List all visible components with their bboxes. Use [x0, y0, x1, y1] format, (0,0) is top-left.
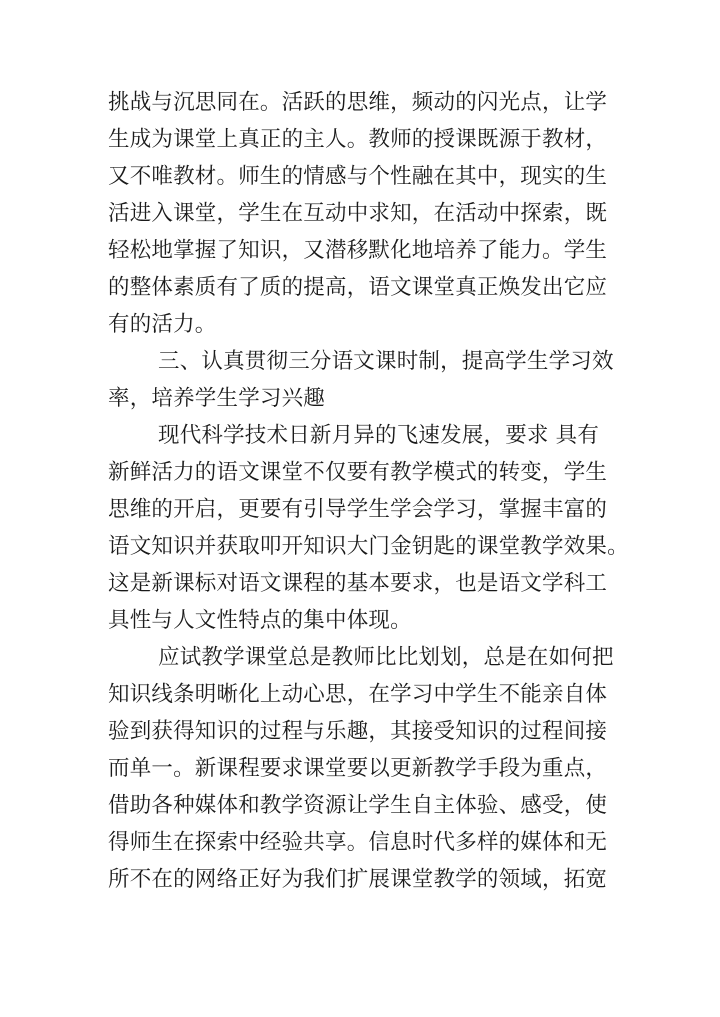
- paragraph-line: 又不唯教材。师生的情感与个性融在其中，现实的生: [108, 164, 608, 189]
- section-heading: 三、认真贯彻三分语文课时制，提高学生学习效: [158, 349, 614, 374]
- paragraph-line: 思维的开启，更要有引导学生学会学习，掌握丰富的: [108, 497, 608, 522]
- paragraph-line: 的整体素质有了质的提高，语文课堂真正焕发出它应: [108, 275, 608, 300]
- paragraph-line: 具性与人文性特点的集中体现。: [108, 608, 412, 633]
- paragraph-line: 应试教学课堂总是教师比比划划，总是在如何把: [158, 645, 614, 670]
- paragraph-line: 所不在的网络正好为我们扩展课堂教学的领域，拓宽: [108, 867, 608, 892]
- paragraph-line: 活进入课堂，学生在互动中求知，在活动中探索，既: [108, 201, 608, 226]
- paragraph-line: 轻松地掌握了知识，又潜移默化地培养了能力。学生: [108, 238, 608, 263]
- paragraph-line: 借助各种媒体和教学资源让学生自主体验、感受，使: [108, 793, 608, 818]
- paragraph-line: 挑战与沉思同在。活跃的思维，频动的闪光点，让学: [108, 90, 608, 115]
- paragraph-line: 这是新课标对语文课程的基本要求，也是语文学科工: [108, 571, 608, 596]
- section-heading-continued: 率，培养学生学习兴趣: [108, 386, 326, 411]
- paragraph-line: 有的活力。: [108, 312, 217, 337]
- paragraph-line: 生成为课堂上真正的主人。教师的授课既源于教材，: [108, 127, 608, 152]
- paragraph-line: 知识线条明晰化上动心思，在学习中学生不能亲自体: [108, 682, 608, 707]
- paragraph-line: 现代科学技术日新月异的飞速发展，要求 具有: [158, 423, 600, 448]
- paragraph-line: 语文知识并获取叩开知识大门金钥匙的课堂教学效果。: [108, 534, 629, 559]
- paragraph-line: 验到获得知识的过程与乐趣，其接受知识的过程间接: [108, 719, 608, 744]
- document-page: [108, 84, 629, 898]
- paragraph-line: 而单一。新课程要求课堂要以更新教学手段为重点，: [108, 756, 608, 781]
- paragraph-line: 得师生在探索中经验共享。信息时代多样的媒体和无: [108, 830, 608, 855]
- paragraph-line: 新鲜活力的语文课堂不仅要有教学模式的转变，学生: [108, 460, 608, 485]
